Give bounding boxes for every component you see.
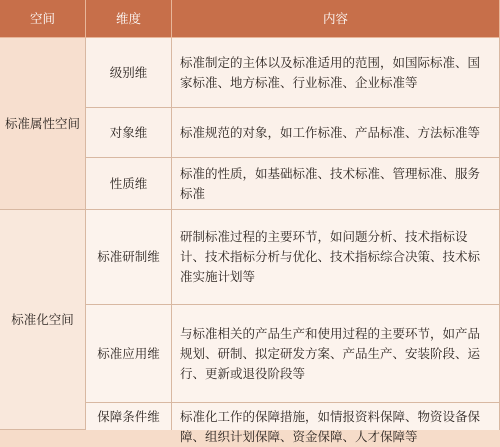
content-application: 与标准相关的产品生产和使用过程的主要环节，如产品规划、研制、拟定研发方案、产品生产、安装阶段、运行、更新或退役阶段等 (172, 305, 500, 403)
dimension-level: 级别维 (86, 38, 172, 108)
header-space: 空间 (0, 0, 86, 38)
space-attribute: 标准属性空间 (0, 38, 86, 210)
header-dimension: 维度 (86, 0, 172, 38)
dimension-object: 对象维 (86, 108, 172, 158)
dimension-development: 标准研制维 (86, 210, 172, 305)
content-development: 研制标准过程的主要环节，如问题分析、技术指标设计、技术指标分析与优化、技术指标综合决策、技术标准实施计划等 (172, 210, 500, 305)
dimension-application: 标准应用维 (86, 305, 172, 403)
header-content: 内容 (172, 0, 500, 38)
dimension-nature: 性质维 (86, 158, 172, 210)
content-level: 标准制定的主体以及标准适用的范围，如国际标准、国家标准、地方标准、行业标准、企业标准等 (172, 38, 500, 108)
dimension-support: 保障条件维 (86, 403, 172, 430)
content-support: 标准化工作的保障措施，如情报资料保障、物资设备保障、组织计划保障、资金保障、人才保障等 (172, 403, 500, 430)
space-standardization: 标准化空间 (0, 210, 86, 430)
content-object: 标准规范的对象，如工作标准、产品标准、方法标准等 (172, 108, 500, 158)
content-nature: 标准的性质，如基础标准、技术标准、管理标准、服务标准 (172, 158, 500, 210)
